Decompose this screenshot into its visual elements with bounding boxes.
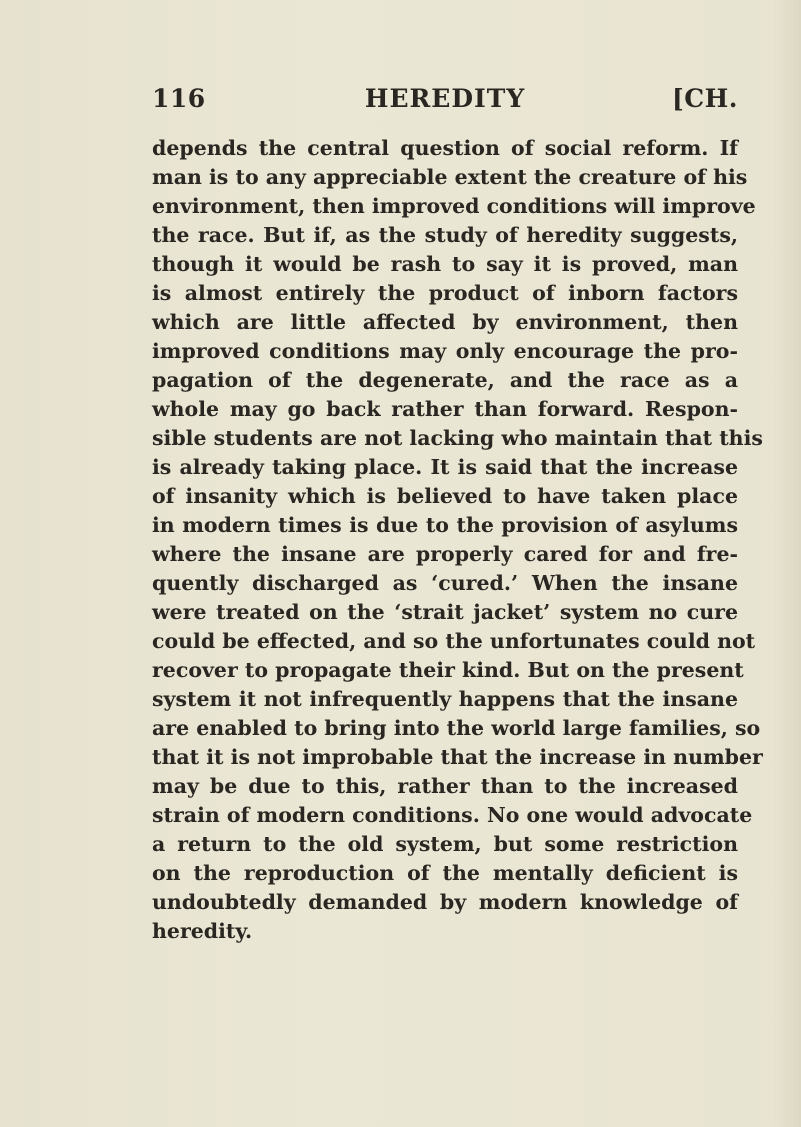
- text-line: depends the central question of social reform. If: [152, 136, 738, 160]
- text-line: environment, then improved conditions will improve: [152, 194, 756, 218]
- text-line: a return to the old system, but some restriction: [152, 832, 738, 856]
- text-line: on the reproduction of the mentally deficient is: [152, 861, 738, 885]
- text-line: improved conditions may only encourage the pro-: [152, 339, 738, 363]
- text-line: man is to any appreciable extent the creature of his: [152, 165, 748, 189]
- text-line: sible students are not lacking who maintain that this: [152, 426, 763, 450]
- text-line: the race. But if, as the study of heredity suggests,: [152, 223, 738, 247]
- text-line: quently discharged as ‘cured.’ When the insane: [152, 571, 738, 595]
- text-line: of insanity which is believed to have taken place: [152, 484, 738, 508]
- text-line: is already taking place. It is said that the increase: [152, 455, 738, 479]
- text-line: whole may go back rather than forward. Respon-: [152, 397, 738, 421]
- text-line: in modern times is due to the provision of asylums: [152, 513, 738, 537]
- text-line: pagation of the degenerate, and the race as a: [152, 368, 738, 392]
- text-line: strain of modern conditions. No one would advocate: [152, 803, 753, 827]
- page-edge-shadow: [771, 0, 801, 1127]
- text-line: though it would be rash to say it is proved, man: [152, 252, 738, 276]
- running-title: HEREDITY: [364, 84, 526, 113]
- text-line: may be due to this, rather than to the increased: [152, 774, 738, 798]
- running-head: [152, 84, 738, 120]
- text-line: could be effected, and so the unfortunates could not: [152, 629, 756, 653]
- body-paragraph: [152, 134, 763, 946]
- text-line: were treated on the ‘strait jacket’ system no cure: [152, 600, 738, 624]
- text-line: that it is not improbable that the increase in number: [152, 745, 763, 769]
- text-line: recover to propagate their kind. But on the present: [152, 658, 744, 682]
- text-line: undoubtedly demanded by modern knowledge of: [152, 890, 738, 914]
- text-line: is almost entirely the product of inborn factors: [152, 281, 738, 305]
- text-line: are enabled to bring into the world large families, so: [152, 716, 761, 740]
- chapter-mark: [CH.: [671, 84, 738, 113]
- text-line: which are little affected by environment, then: [152, 310, 738, 334]
- page-number: 116: [152, 84, 206, 113]
- text-line: where the insane are properly cared for and fre-: [152, 542, 738, 566]
- text-line: heredity.: [152, 919, 253, 943]
- text-line: system it not infrequently happens that the insane: [152, 687, 738, 711]
